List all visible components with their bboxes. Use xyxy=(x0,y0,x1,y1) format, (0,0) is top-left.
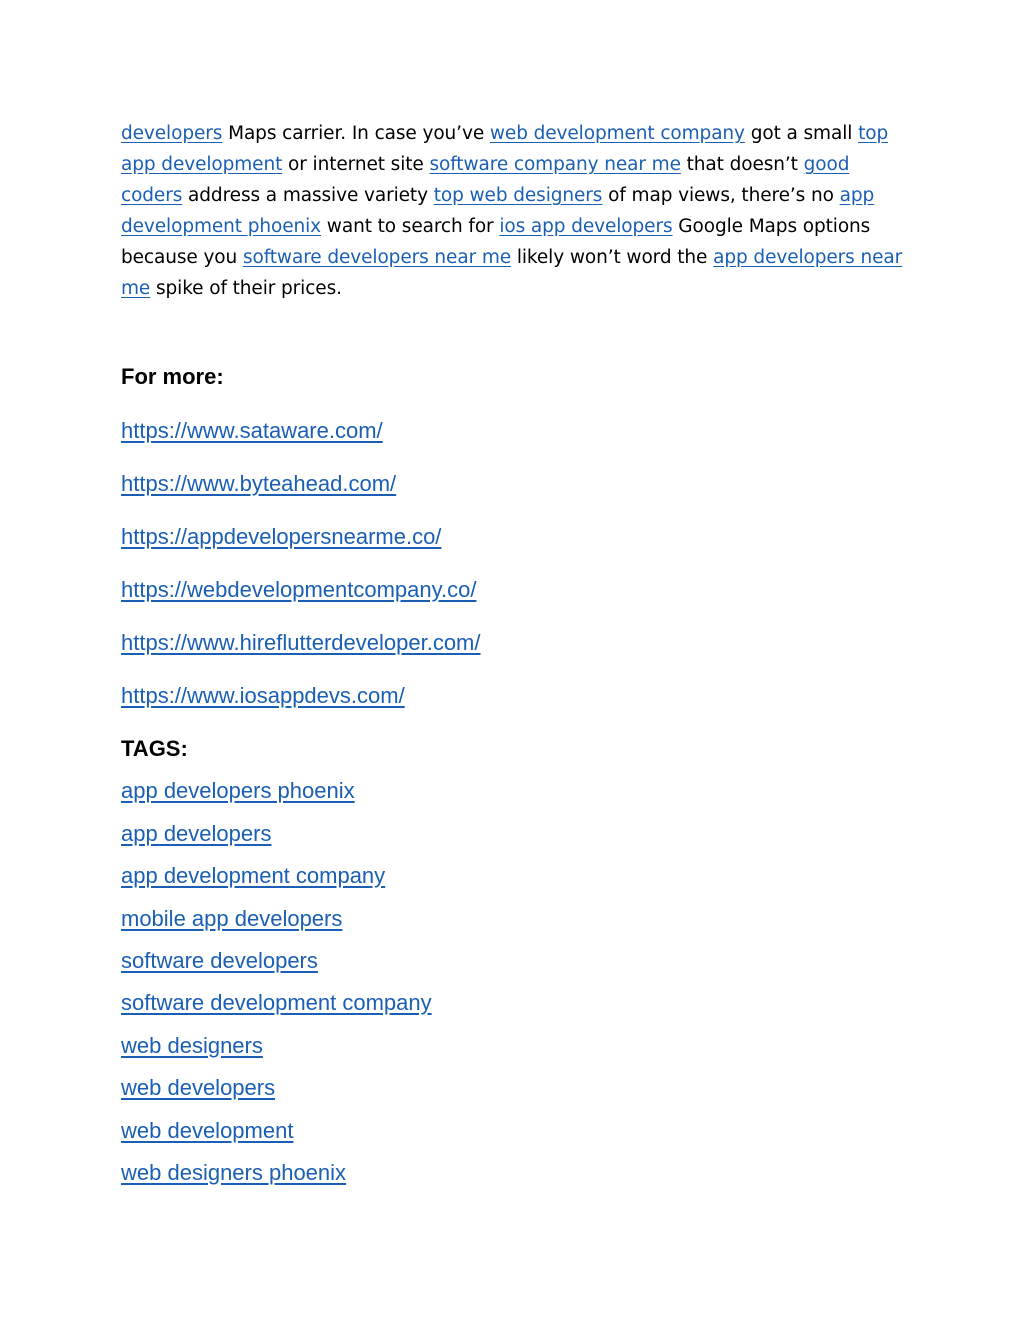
inline-link-web-development-company[interactable]: web development company xyxy=(489,123,745,144)
external-link-hireflutterdeveloper[interactable]: https://www.hireflutterdeveloper.com/ xyxy=(121,630,481,655)
external-link-appdevelopersnearme[interactable]: https://appdevelopersnearme.co/ xyxy=(121,524,442,549)
external-link-iosappdevs[interactable]: https://www.iosappdevs.com/ xyxy=(121,683,405,708)
inline-link-software-developers-near-me[interactable]: software developers near me xyxy=(242,247,512,268)
tag-link-web-developers[interactable]: web developers xyxy=(121,1075,276,1100)
tag-link-app-developers[interactable]: app developers xyxy=(121,821,272,846)
paragraph-text: address a massive variety xyxy=(182,185,434,206)
inline-link-app-developers-near-me[interactable]: app developers near me xyxy=(121,247,903,299)
tag-link-software-development-company[interactable]: software development company xyxy=(121,990,432,1015)
paragraph-text: or internet site xyxy=(282,154,430,175)
for-more-heading: For more: xyxy=(121,364,224,389)
tag-link-mobile-app-developers[interactable]: mobile app developers xyxy=(121,906,343,931)
inline-link-top-web-designers[interactable]: top web designers xyxy=(433,185,603,206)
inline-link-ios-app-developers[interactable]: ios app developers xyxy=(499,216,673,237)
paragraph-text: Google Maps options because you xyxy=(121,216,871,268)
tag-link-software-developers[interactable]: software developers xyxy=(121,948,318,973)
inline-link-good-coders[interactable]: good coders xyxy=(121,154,850,206)
inline-link-developers[interactable]: developers xyxy=(121,123,223,144)
paragraph-text: that doesn’t xyxy=(680,154,804,175)
inline-link-app-development-phoenix[interactable]: app development phoenix xyxy=(121,185,875,237)
external-link-sataware[interactable]: https://www.sataware.com/ xyxy=(121,418,383,443)
tags-heading: TAGS: xyxy=(121,736,188,761)
paragraph-text: of map views, there’s no xyxy=(602,185,840,206)
inline-link-top-app-development[interactable]: top app development xyxy=(121,123,889,175)
external-link-byteahead[interactable]: https://www.byteahead.com/ xyxy=(121,471,397,496)
external-link-webdevelopmentcompany[interactable]: https://webdevelopmentcompany.co/ xyxy=(121,577,477,602)
paragraph-text: likely won’t word the xyxy=(511,247,714,268)
body-paragraph xyxy=(121,118,911,304)
tag-link-web-development[interactable]: web development xyxy=(121,1118,294,1143)
tag-link-web-designers-phoenix[interactable]: web designers phoenix xyxy=(121,1160,347,1185)
tag-link-app-developers-phoenix[interactable]: app developers phoenix xyxy=(121,778,355,803)
paragraph-text: Maps carrier. In case you’ve xyxy=(222,123,490,144)
tag-link-web-designers[interactable]: web designers xyxy=(121,1033,263,1058)
paragraph-text: got a small xyxy=(744,123,859,144)
document-page xyxy=(121,118,911,304)
paragraph-text: spike of their prices. xyxy=(150,278,342,299)
inline-link-software-company-near-me[interactable]: software company near me xyxy=(429,154,681,175)
paragraph-text: want to search for xyxy=(321,216,500,237)
tag-link-app-development-company[interactable]: app development company xyxy=(121,863,386,888)
